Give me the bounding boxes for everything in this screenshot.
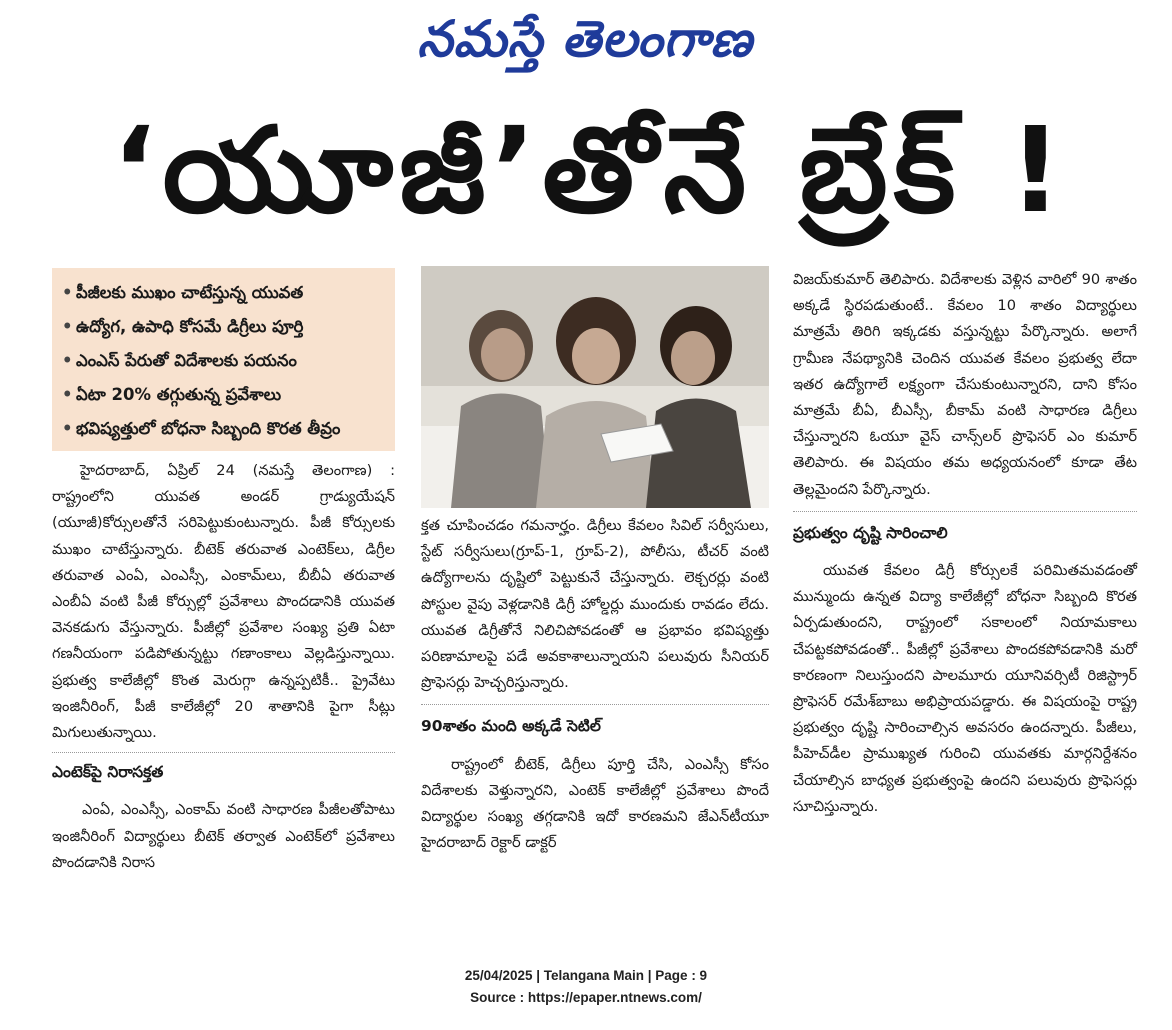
headline: ‘యూజీ’తోనే బ్రేక్ ! [111, 101, 1069, 239]
column-3 [793, 267, 1137, 820]
column-1 [52, 458, 395, 876]
footer-date-line: 25/04/2025 | Telangana Main | Page : 9 [464, 968, 708, 983]
subheading: ప్రభుత్వం దృష్టి సారించాలి [793, 523, 948, 542]
bullet-icon: • [62, 385, 73, 404]
article-intro: హైదరాబాద్, ఏప్రిల్ 24 (నమస్తే తెలంగాణ) : రాష్ట్రంలోని యువత అండర్ గ్రాడ్యుయేషన్ (యూజీ)కోర్సులతోనే సరిపెట్టుకుంటున్నారు. పీజీ కోర్సులకు ముఖం చాటేస్తున్నారు. బీటెక్ తరువాత ఎంటెక్‌లు, డిగ్రీల తరువాత ఎంఏ, ఎంఎస్సీ, ఎంకామ్‌లు, బీబీఏ తరువాత ఎంబీఏ వంటి పీజీ కోర్సుల్లో ప్రవేశాలు పొందడానికి యువత వెనకడుగు వేస్తున్నారు. పీజీల్లో ప్రవేశాల సంఖ్య ప్రతి ఏటా గణనీయంగా పడిపోతున్నట్టు గణాంకాలు వెల్లడిస్తున్నాయి. ప్రభుత్వ కాలేజీల్లో కొంత మెరుగ్గా ఉన్నప్పటికీ.. ప్రైవేటు ఇంజినీరింగ్, పీజీ కాలేజీల్లో 20 శాతానికి పైగా సీట్లు మిగులుతున్నాయి. [52, 462, 395, 742]
bullet-icon: • [62, 317, 73, 336]
subheading: ఎంటెక్‌పై నిరాసక్తత [52, 763, 164, 782]
article-paragraph: విజయ్‌కుమార్ తెలిపారు. విదేశాలకు వెళ్లిన వారిలో 90 శాతం అక్కడే స్థిరపడుతుంటే.. కేవలం 10 శాతం విద్యార్థులు మాత్రమే తిరిగి ఇక్కడకు వస్తున్నట్టు పేర్కొన్నారు. అలాగే గ్రామీణ నేపథ్యానికి చెందిన యువత కేవలం ప్రభుత్వ లేదా ఇతర ఉద్యోగాలే లక్ష్యంగా చేసుకుంటున్నారని, దాని కోసం మాత్రమే బీఏ, బీఎస్సీ, బీకామ్ వంటి సాధారణ డిగ్రీలు చేస్తున్నారని ఓయూ వైస్ చాన్స్‌లర్ ప్రొఫెసర్ ఎం కుమార్ తెలిపారు. ఈ విషయం తమ అధ్యయనంలో కూడా తేట తెల్లమైందని పేర్కొన్నారు. [793, 271, 1137, 498]
article-paragraph: క్తత చూపించడం గమనార్హం. డిగ్రీలు కేవలం సివిల్ సర్వీసులు, స్టేట్ సర్వీసులు(గ్రూప్-1, గ్రూప్-2), పోలీసు, టీచర్ వంటి ఉద్యోగాలను దృష్టిలో పెట్టుకునే చేస్తున్నారు. లెక్చరర్లు వంటి పోస్టుల వైపు వెళ్లడానికి డిగ్రీ హోల్డర్లు ముందుకు రావడం లేదు. యువత డిగ్రీతోనే నిలిచిపోవడంతో ఆ ప్రభావం భవిష్యత్తు పరిణామాలపై పడే అవకాశాలున్నాయని పలువురు సీనియర్ ప్రొఫెసర్లు హెచ్చరిస్తున్నారు. [421, 517, 769, 692]
column-2 [421, 513, 769, 856]
section-divider [52, 752, 395, 753]
article-paragraph: యువత కేవలం డిగ్రీ కోర్సులకే పరిమితమవడంతో మున్ముందు ఉన్నత విద్యా కాలేజీల్లో బోధనా సిబ్బంది కొరత ఏర్పడుతుందని, రాష్ట్రంలో సకాలంలో నియామకాలు చేపట్టకపోవడంతో.. పీజీల్లో ప్రవేశాలు పొందకపోవడానికి మరో కారణంగా నిలుస్తుందని పాలమూరు యూనివర్సిటీ రిజిస్ట్రార్ ప్రొఫెసర్ రమేశ్‌బాబు అభిప్రాయపడ్డారు. ఈ విషయంపై రాష్ట్ర ప్రభుత్వం దృష్టి సారించాల్సిన అవసరం ఉందన్నారు. పీజీలు, పీహెచ్‌డీల ప్రాముఖ్యత గురించి యువతకు మార్గనిర్దేశనం చేయాల్సిన బాధ్యత ప్రభుత్వంపై ఉందని పలువురు ప్రొఫెసర్లు సూచిస్తున్నారు. [793, 562, 1137, 815]
highlight-item: • ఏటా 20% తగ్గుతున్న ప్రవేశాలు [62, 378, 387, 412]
bullet-icon: • [62, 419, 73, 438]
highlight-item: • పీజీలకు ముఖం చాటేస్తున్న యువత [62, 276, 387, 310]
students-photo-icon [421, 266, 769, 508]
subheading: 90శాతం మంది అక్కడే సెటిల్ [421, 717, 601, 736]
bullet-icon: • [62, 283, 73, 302]
masthead-logo: నమస్తే తెలంగాణ [417, 9, 753, 68]
highlight-item: • భవిష్యత్తులో బోధనా సిబ్బంది కొరత తీవ్రం [62, 412, 387, 446]
bullet-icon: • [62, 351, 73, 370]
article-paragraph: రాష్ట్రంలో బీటెక్, డిగ్రీలు పూర్తి చేసి, ఎంఎస్సీ కోసం విదేశాలకు వెళ్తున్నారని, ఎంటెక్ కాలేజీల్లో ప్రవేశాలు పొందే విద్యార్థుల సంఖ్య తగ్గడానికి ఇదో కారణమని జేఎన్‌టీయూ హైదరాబాద్ రెక్టార్ డాక్టర్ [421, 755, 769, 852]
highlight-item: • ఉద్యోగ, ఉపాధి కోసమే డిగ్రీలు పూర్తి [62, 310, 387, 344]
highlights-box [52, 268, 395, 451]
section-divider [793, 511, 1137, 512]
footer-source-line: Source : https://epaper.ntnews.com/ [470, 990, 702, 1005]
section-divider [421, 704, 769, 705]
article-paragraph: ఎంఏ, ఎంఎస్సీ, ఎంకామ్ వంటి సాధారణ పీజీలతోపాటు ఇంజినీరింగ్ విద్యార్థులు బీటెక్ తర్వాత ఎంటెక్‌లో ప్రవేశాలు పొందడానికి నిరాస [52, 801, 395, 871]
highlight-item: • ఎంఎస్ పేరుతో విదేశాలకు పయనం [62, 344, 387, 378]
article-photo [421, 266, 769, 508]
